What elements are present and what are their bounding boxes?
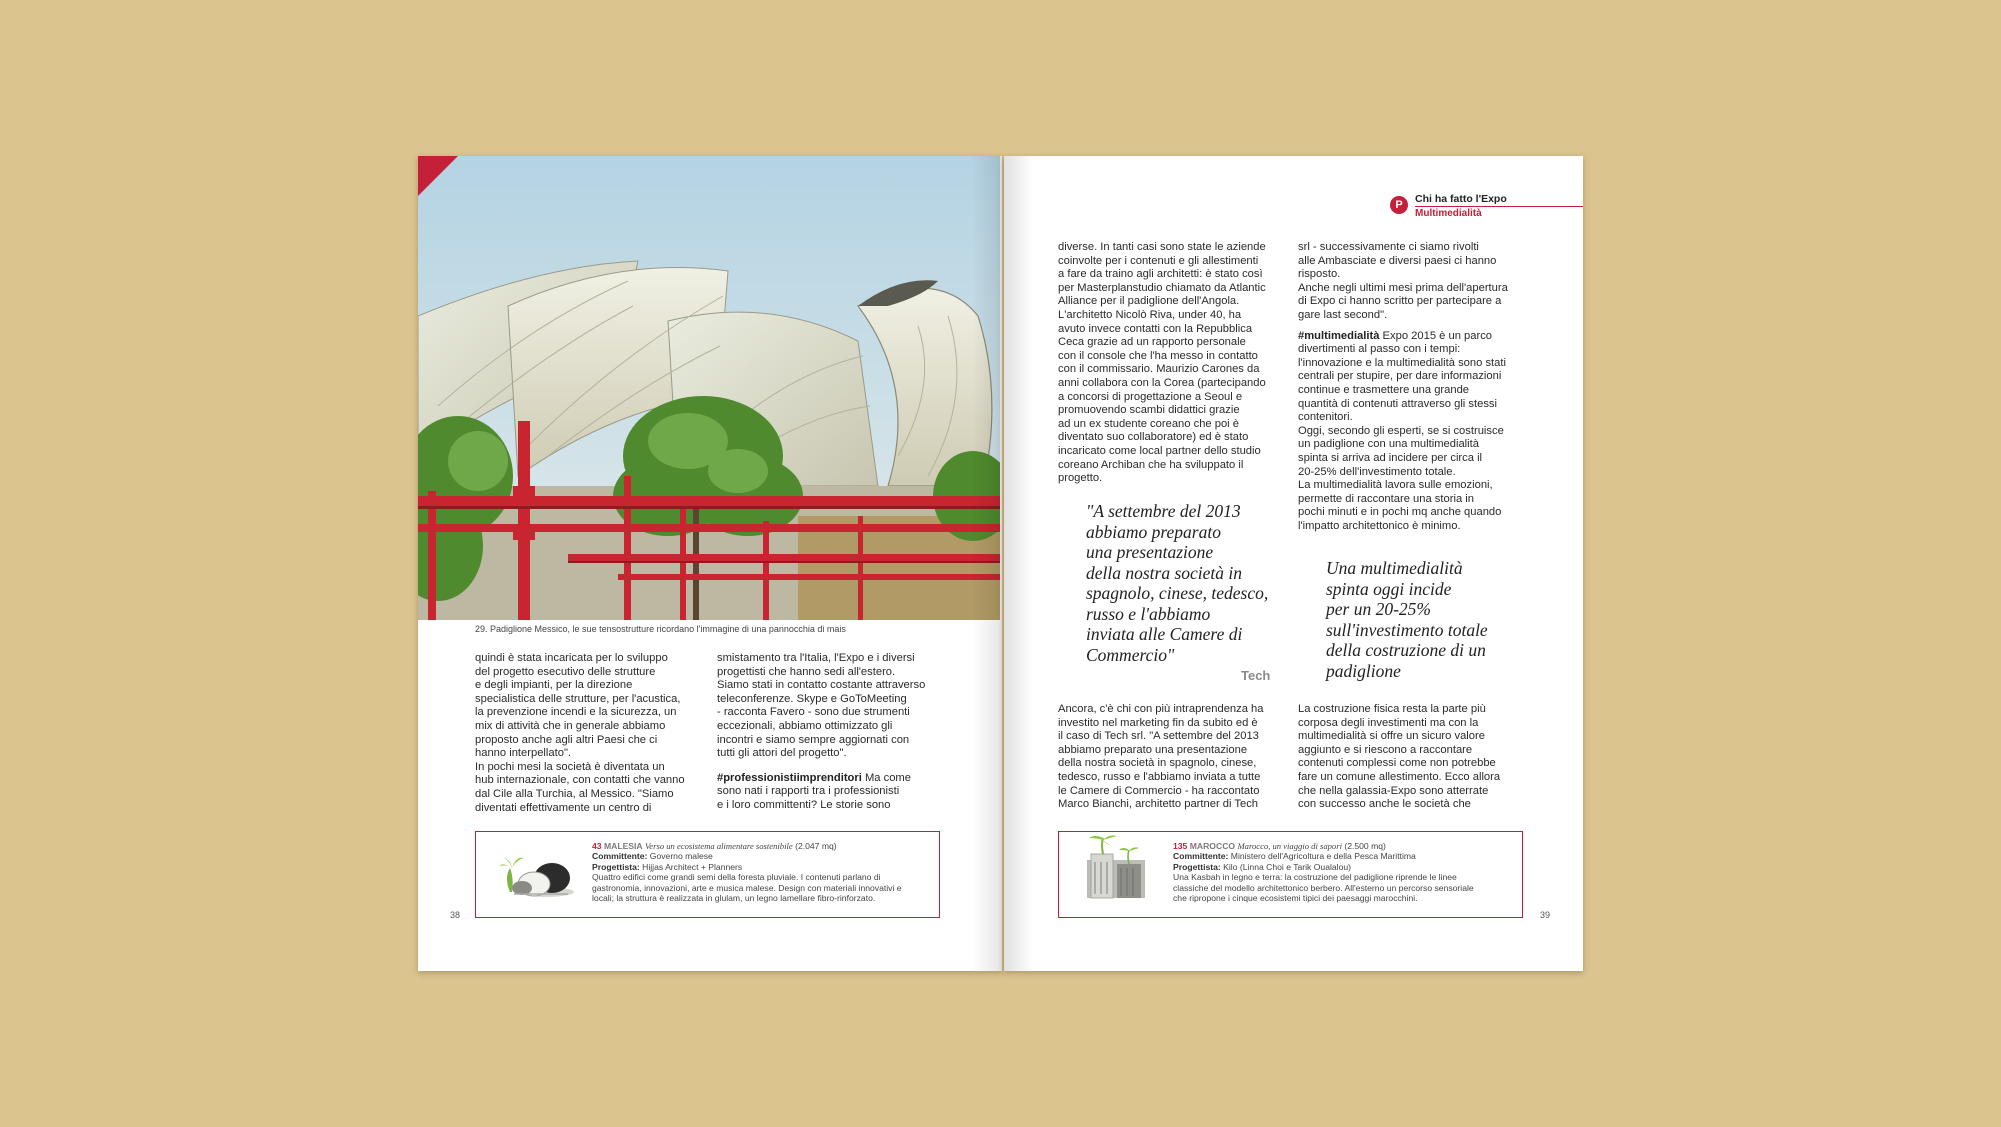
pavilion-country: MAROCCO [1189, 841, 1236, 851]
text-line: coinvolte per i contenuti e gli allestimenti [1058, 254, 1259, 267]
text-line: risposto. [1298, 268, 1341, 281]
pavilion-number: 135 [1173, 841, 1188, 851]
text-span: Expo 2015 è un parco [1379, 329, 1493, 342]
text-line: e i loro committenti? Le storie sono [717, 798, 891, 811]
text-line: Anche negli ultimi mesi prima dell'apertura [1298, 281, 1508, 294]
text-line: divertimenti al passo con i tempi: [1298, 343, 1461, 356]
text-line [1298, 330, 1538, 344]
malesia-pavilion-icon [498, 848, 578, 904]
infobox-text [1173, 841, 1520, 903]
magazine-spread [418, 156, 1583, 971]
text-line: l'innovazione e la multimedialità sono stati [1298, 356, 1506, 369]
text-line: srl - successivamente ci siamo rivolti [1298, 241, 1479, 253]
text-line: con il console che l'ha messo in contatto [1058, 349, 1258, 362]
left-column-2 [717, 652, 957, 813]
text-line: hanno interpellato". [475, 747, 572, 760]
text-line: proposto anche agli altri Paesi che ci [475, 733, 658, 746]
text-line: a fare da traino agli architetti: è stato così [1058, 268, 1263, 281]
text-line: aggiunto e si riescono a raccontare [1298, 743, 1473, 756]
text-line: La multimedialità lavora sulle emozioni, [1298, 479, 1493, 492]
text-span: Ma come [861, 771, 911, 784]
text-line: promuovendo scambi didattici grazie [1058, 404, 1240, 417]
section-subtitle: Multimedialità [1415, 208, 1482, 219]
text-line: diventato suo collaboratore) ed è stato [1058, 431, 1249, 444]
hashtag-multimedialita: #multimedialità [1298, 329, 1380, 342]
text-line: incontri e siamo sempre aggiornati con [717, 733, 910, 746]
quote-line: spinta oggi incide [1326, 578, 1452, 599]
section-badge: P [1390, 196, 1408, 214]
text-line: corposa degli investimenti ma con la [1298, 716, 1479, 729]
right-column-2-bottom [1298, 703, 1538, 812]
text-line: sono nati i rapporti tra i professionisti [717, 785, 900, 798]
quote-attribution: Tech [1241, 668, 1271, 683]
text-line [717, 772, 957, 786]
designer-value: Kilo (Linna Choi e Tarik Oualalou) [1223, 861, 1352, 872]
text-line: Ancora, c'è chi con più intraprendenza ha [1058, 703, 1264, 715]
quote-line: per un 20-25% [1326, 599, 1431, 619]
infobox-title [1173, 841, 1520, 851]
text-line: Marco Bianchi, architetto partner di Tech [1058, 798, 1259, 811]
photo-caption: 29. Padiglione Messico, le sue tensostrutture ricordano l'immagine di una pannocchia di mais [475, 624, 846, 634]
hashtag-professionisti: #professionistiimprenditori [717, 771, 862, 784]
text-line: quantità di contenuti attraverso gli stessi [1298, 397, 1497, 410]
quote-line: della costruzione di un [1326, 640, 1486, 660]
text-line: In pochi mesi la società è diventata un [475, 760, 665, 773]
infobox-designer [592, 862, 937, 872]
gutter-shadow [972, 156, 1002, 971]
text-line: pochi minuti e in pochi mq anche quando [1298, 506, 1502, 519]
text-line: teleconferenze. Skype e GoToMeeting [717, 692, 907, 705]
infobox-desc-line: gastronomia, innovazioni, arte e musica malese. Design con materiali innovativi e [592, 882, 902, 893]
text-line: diverse. In tanti casi sono state le aziende [1058, 241, 1266, 253]
designer-value: Hijjas Architect + Planners [642, 861, 743, 872]
pavilion-number: 43 [592, 841, 602, 851]
text-line: investito nel marketing fin da subito ed è [1058, 716, 1258, 729]
text-line: eccezionali, abbiamo ottimizzato gli [717, 719, 893, 732]
right-column-1-bottom [1058, 703, 1288, 812]
quote-line: spagnolo, cinese, tedesco, [1086, 583, 1269, 603]
right-column-2-top [1298, 241, 1538, 533]
text-line: multimedialità si offre un sicuro valore [1298, 730, 1485, 743]
client-label: Committente: [592, 851, 648, 862]
infobox-desc-line: classiche del modello architettonico berbero. All'esterno un percorso sensoriale [1173, 882, 1474, 893]
text-line: smistamento tra l'Italia, l'Expo e i diversi [717, 652, 915, 664]
infobox-desc-line: Quattro edifici come grandi semi della foresta pluviale. I contenuti parlano di [592, 872, 881, 883]
text-line: La costruzione fisica resta la parte più [1298, 703, 1486, 715]
text-line: il caso di Tech srl. "A settembre del 2013 [1058, 730, 1259, 743]
right-column-1-top [1058, 241, 1288, 486]
pavilion-area: (2.047 mq) [795, 841, 837, 851]
quote-line: Commercio" [1086, 644, 1175, 665]
text-line: e degli impianti, per la direzione [475, 679, 633, 692]
infobox-malesia [475, 831, 940, 918]
header-rule [1415, 206, 1583, 207]
text-line: abbiamo preparato una presentazione [1058, 743, 1248, 756]
text-line: tutti gli attori del progetto". [717, 747, 847, 760]
text-line: a concorsi di progettazione a Seoul e [1058, 390, 1243, 403]
quote-line: russo e l'abbiamo [1086, 603, 1211, 624]
page-number-left: 38 [450, 910, 461, 920]
text-line: alle Ambasciate e diversi paesi ci hanno [1298, 254, 1497, 267]
text-line: con successo anche le società che [1298, 798, 1471, 811]
text-line: avuto invece contatti con la Repubblica [1058, 322, 1253, 335]
infobox-client [592, 851, 937, 861]
text-line: L'architetto Nicolò Riva, under 40, ha [1058, 308, 1242, 321]
designer-label: Progettista: [1173, 861, 1221, 872]
infobox-desc-line: locali; la struttura è realizzata in glulam, un legno lamellare fibro-rinforzato. [592, 893, 876, 904]
quote-line: inviata alle Camere di [1086, 624, 1243, 644]
quote-line: una presentazione [1086, 542, 1214, 562]
text-line: Oggi, secondo gli esperti, se si costruisce [1298, 424, 1504, 437]
text-line: diventati effettivamente un centro di [475, 801, 652, 814]
quote-line: padiglione [1326, 660, 1401, 681]
text-line: del progetto esecutivo delle strutture [475, 665, 656, 678]
infobox-title [592, 841, 937, 851]
text-line: tedesco, russo e l'abbiamo inviata a tutte [1058, 770, 1261, 783]
text-line: fare un comune allestimento. Ecco allora [1298, 770, 1501, 783]
quote-line: "A settembre del 2013 [1086, 501, 1241, 521]
text-line: progettisti che hanno sedi all'estero. [717, 665, 896, 678]
right-page [1004, 156, 1583, 971]
text-line: gare last second". [1298, 308, 1388, 321]
text-line: - racconta Favero - sono due strumenti [717, 706, 910, 719]
pavilion-country: MALESIA [603, 841, 643, 851]
marocco-pavilion-icon [1083, 834, 1153, 900]
pavilion-subtitle: Verso un ecosistema alimentare sostenibile [645, 841, 793, 851]
page-number-right: 39 [1540, 910, 1551, 920]
text-line: l'impatto architettonico è minimo. [1298, 519, 1461, 532]
text-line: mix di attività che in generale abbiamo [475, 719, 666, 732]
text-line: progetto. [1058, 472, 1103, 485]
text-line: per Masterplanstudio chiamato da Atlantic [1058, 281, 1266, 294]
text-line: spinta si arriva ad incidere per circa il [1298, 451, 1483, 464]
text-line: continue e trasmettere una grande [1298, 383, 1470, 396]
corner-marker [418, 156, 458, 196]
text-line: dal Cile alla Turchia, al Messico. "Siamo [475, 787, 674, 800]
text-line: contenuti complessi come non potrebbe [1298, 757, 1496, 770]
quote-line: della nostra società in [1086, 562, 1243, 583]
infobox-text [592, 841, 937, 903]
text-line: della nostra società in spagnolo, cinese, [1058, 757, 1257, 770]
text-line: Alliance per il padiglione dell'Angola. [1058, 295, 1240, 308]
text-line: con il commissario. Maurizio Carones da [1058, 363, 1260, 376]
text-line: di Expo ci hanno scritto per partecipare a [1298, 295, 1502, 308]
left-column-1 [475, 652, 705, 815]
pavilion-subtitle: Marocco, un viaggio di sapori [1237, 841, 1342, 851]
infobox-designer [1173, 862, 1520, 872]
pull-quote-multimedialita [1326, 558, 1546, 681]
pavilion-illustration [418, 156, 1000, 620]
infobox-desc-line: che ripropone i cinque ecosistemi tipici dei paesaggi marocchini. [1173, 893, 1418, 904]
mexico-pavilion-photo [418, 156, 1000, 620]
text-line: quindi è stata incaricata per lo sviluppo [475, 652, 668, 664]
gutter-shadow [1004, 156, 1034, 971]
text-line: la prevenzione incendi e la sicurezza, un [475, 706, 677, 719]
client-value: Governo malese [649, 851, 713, 862]
text-line: che nella galassia-Expo sono atterrate [1298, 784, 1489, 797]
text-line: contenitori. [1298, 411, 1353, 424]
text-line: Ceca grazie ad un rapporto personale [1058, 336, 1246, 349]
text-line: Siamo stati in contatto costante attraverso [717, 679, 926, 692]
text-line: coreano Archiban che ha sviluppato il [1058, 458, 1244, 471]
quote-line: Una multimedialità [1326, 558, 1463, 578]
quote-line: sull'investimento totale [1326, 619, 1488, 640]
text-line: hub internazionale, con contatti che vanno [475, 774, 685, 787]
text-line: 20-25% dell'investimento totale. [1298, 465, 1456, 478]
section-title: Chi ha fatto l'Expo [1415, 193, 1507, 205]
infobox-marocco [1058, 831, 1523, 918]
text-line: centrali per stupire, per dare informazioni [1298, 370, 1502, 383]
quote-line: abbiamo preparato [1086, 521, 1221, 542]
pull-quote-tech [1086, 501, 1286, 665]
pavilion-area: (2.500 mq) [1344, 841, 1386, 851]
text-line: le Camere di Commercio - ha raccontato [1058, 784, 1260, 797]
designer-label: Progettista: [592, 861, 640, 872]
infobox-client [1173, 851, 1520, 861]
text-line: specialistica delle strutture, per l'acustica, [475, 692, 681, 705]
text-line: incaricato come local partner dello studio [1058, 444, 1261, 457]
left-page [418, 156, 1002, 971]
text-line: un padiglione con una multimedialità [1298, 438, 1479, 451]
client-label: Committente: [1173, 851, 1229, 862]
infobox-desc-line: Una Kasbah in legno e terra: la costruzione del padiglione riprende le linee [1173, 872, 1457, 883]
text-line: ad un ex studente coreano che poi è [1058, 417, 1239, 430]
text-line: anni collabora con la Corea (partecipando [1058, 376, 1266, 389]
text-line: permette di raccontare una storia in [1298, 492, 1474, 505]
client-value: Ministero dell'Agricoltura e della Pesca Marittima [1230, 851, 1416, 862]
